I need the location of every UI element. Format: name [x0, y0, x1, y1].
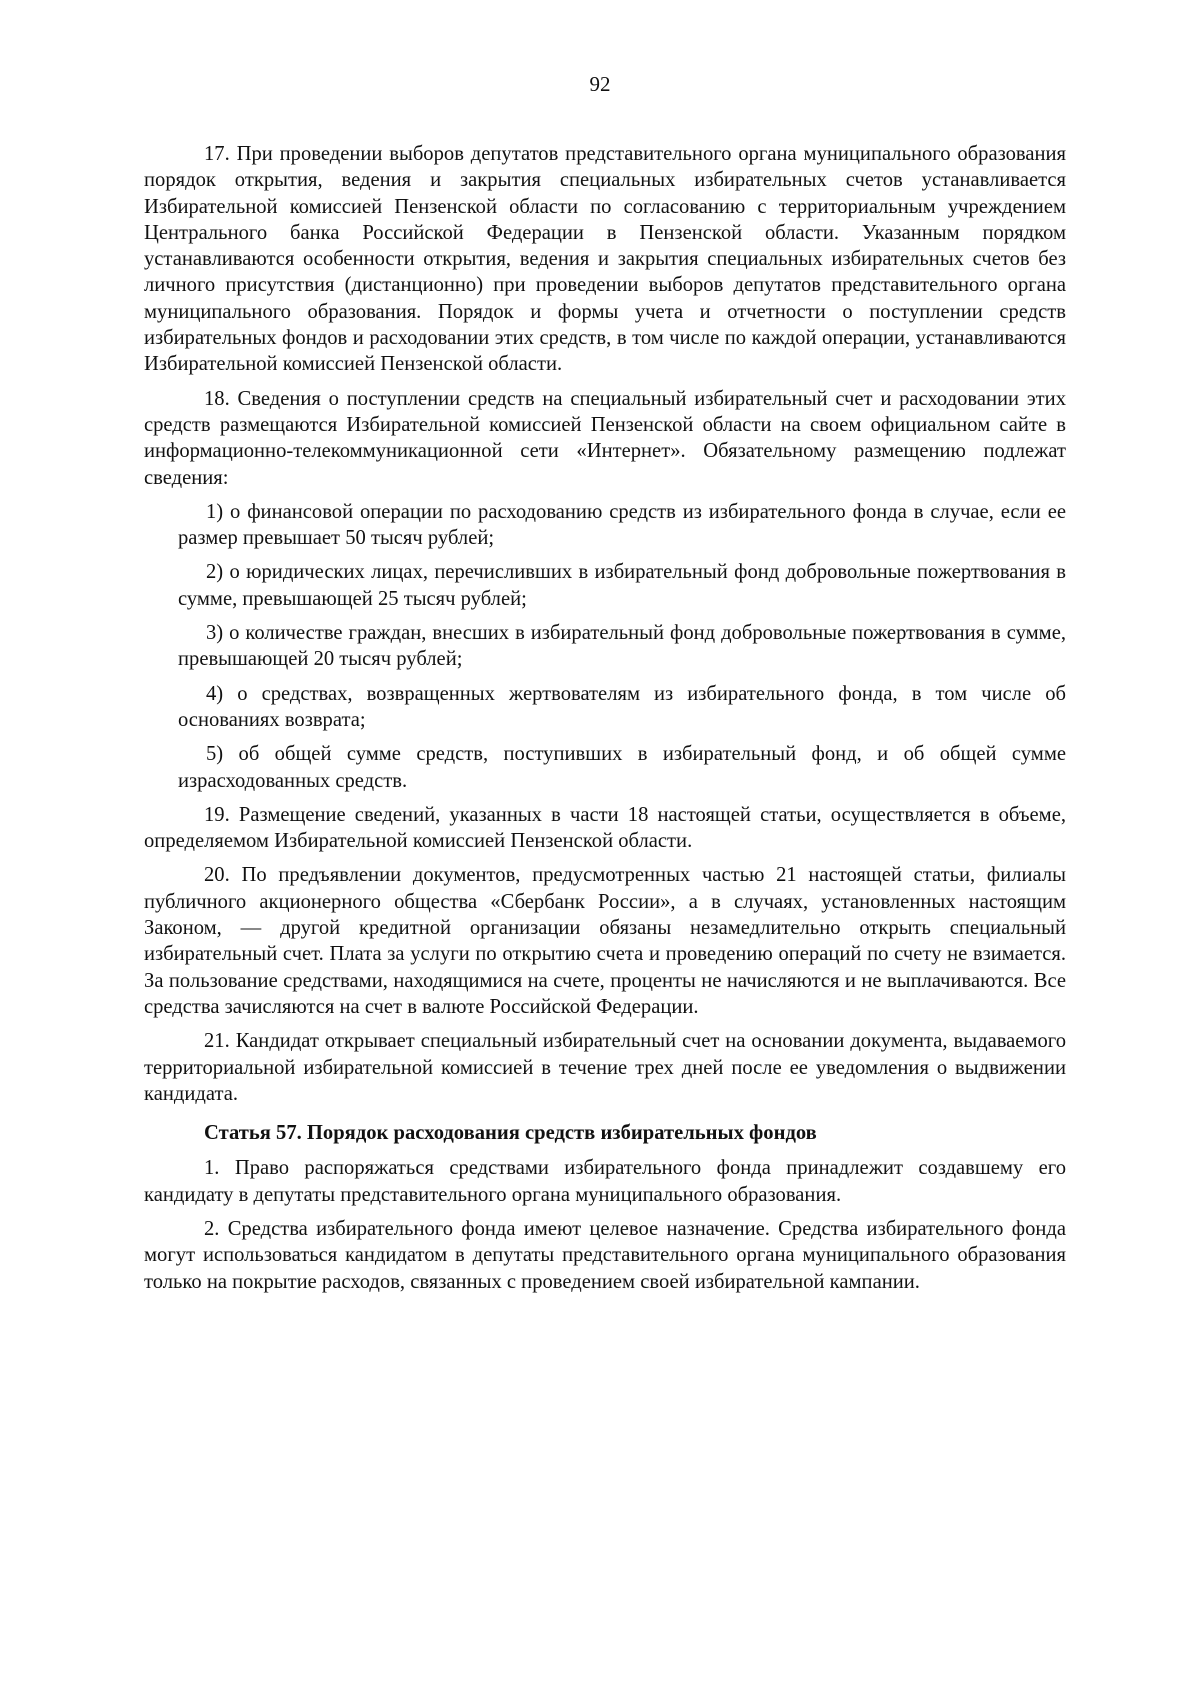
list-item-2: 2) о юридических лицах, перечисливших в избирательный фонд добровольные пожертвования в сумме, превышающей 25 тысяч рублей; — [178, 561, 1066, 610]
paragraph-21: 21. Кандидат открывает специальный избирательный счет на основании документа, выдаваемого территориальной избирательной комиссией в течение трех дней после ее уведомления о выдвижении кандидата. — [144, 1030, 1066, 1105]
paragraph-19: 19. Размещение сведений, указанных в части 18 настоящей статьи, осуществляется в объеме, определяемом Избирательной комиссией Пензенской области. — [144, 803, 1066, 853]
paragraph-20: 20. По предъявлении документов, предусмотренных частью 21 настоящей статьи, филиалы публичного акционерного общества «Сбербанк России», а в случаях, установленных настоящим Законом, — другой кредитной организации обязаны незамедлительно открыть специальный избирательный счет. Плата за услуги по открытию счета и проведению операций по счету не взимается. За пользование средствами, находящимися на счете, проценты не начисляются и не выплачиваются. Все средства зачисляются на счет в валюте Российской Федерации. — [144, 864, 1066, 1018]
article-paragraph-1: 1. Право распоряжаться средствами избирательного фонда принадлежит создавшему его кандидату в депутаты представительного органа муниципального образования. — [144, 1157, 1066, 1206]
document-body — [144, 141, 1066, 1303]
article-paragraph-2: 2. Средства избирательного фонда имеют целевое назначение. Средства избирательного фонда могут использоваться кандидатом в депутаты представительного органа муниципального образования только на покрытие расходов, связанных с проведением своей избирательной кампании. — [144, 1217, 1066, 1293]
paragraph-18: 18. Сведения о поступлении средств на специальный избирательный счет и расходовании этих средств размещаются Избирательной комиссией Пензенской области на своем официальном сайте в информационно-телекоммуникационной сети «Интернет». Обязательному размещению подлежат сведения: — [144, 387, 1066, 489]
article-heading: Статья 57. Порядок расходования средств избирательных фондов — [204, 1122, 817, 1145]
list-item-4: 4) о средствах, возвращенных жертвователям из избирательного фонда, в том числе об основаниях возврата; — [178, 682, 1066, 731]
list-item-1: 1) о финансовой операции по расходованию средств из избирательного фонда в случае, если ее размер превышает 50 тысяч рублей; — [178, 500, 1066, 550]
page-number: 92 — [589, 72, 611, 96]
paragraph-17: 17. При проведении выборов депутатов представительного органа муниципального образования порядок открытия, ведения и закрытия специальных избирательных счетов устанавливается Избирательной комиссией Пензенской области по согласованию с территориальным учреждением Центрального банка Российской Федерации в Пензенской области. Указанным порядком устанавливаются особенности открытия, ведения и закрытия специальных избирательных счетов без личного присутствия (дистанционно) при проведении выборов депутатов представительного органа муниципального образования. Порядок и формы учета и отчетности о поступлении средств избирательных фондов и расходовании этих средств, в том числе по каждой операции, устанавливаются Избирательной комиссией Пензенской области. — [144, 143, 1066, 376]
list-item-3: 3) о количестве граждан, внесших в избирательный фонд добровольные пожертвования в сумме, превышающей 20 тысяч рублей; — [178, 622, 1066, 671]
list-item-5: 5) об общей сумме средств, поступивших в избирательный фонд, и об общей сумме израсходованных средств. — [178, 743, 1066, 792]
